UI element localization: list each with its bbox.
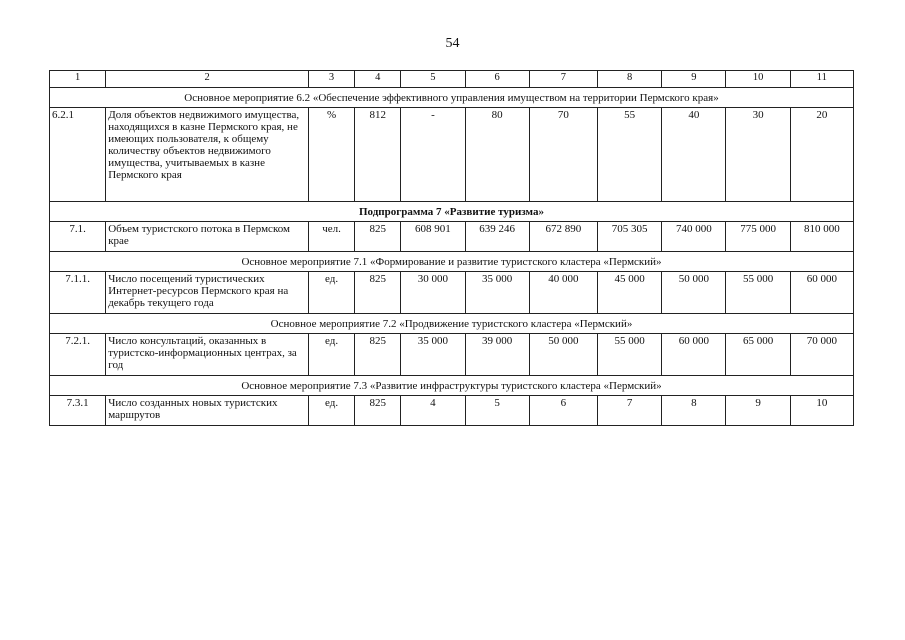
- section-row: [50, 252, 854, 272]
- row-value: 55 000: [726, 272, 790, 314]
- column-number: 7: [529, 71, 597, 88]
- row-indicator-name: Число созданных новых туристских маршрутов: [106, 396, 309, 426]
- row-value: 80: [465, 108, 529, 202]
- row-value: 705 305: [598, 222, 662, 252]
- row-code: 6.2.1: [50, 108, 106, 202]
- column-number: 11: [790, 71, 853, 88]
- section-title: Основное мероприятие 7.2 «Продвижение туристского кластера «Пермский»: [50, 314, 854, 334]
- row-value: 608 901: [401, 222, 465, 252]
- section-row: [50, 376, 854, 396]
- row-indicator-name: Объем туристского потока в Пермском крае: [106, 222, 309, 252]
- section-row: [50, 314, 854, 334]
- column-number-row: [50, 71, 854, 88]
- section-title: Основное мероприятие 7.3 «Развитие инфраструктуры туристского кластера «Пермский»: [50, 376, 854, 396]
- page-number: 54: [445, 36, 460, 51]
- row-value: 6: [529, 396, 597, 426]
- table-row: [50, 222, 854, 252]
- row-okei-code: 825: [355, 222, 401, 252]
- section-title: Основное мероприятие 7.1 «Формирование и развитие туристского кластера «Пермский»: [50, 252, 854, 272]
- row-value: 30 000: [401, 272, 465, 314]
- row-value: 4: [401, 396, 465, 426]
- row-value: 60 000: [662, 334, 726, 376]
- column-number: 4: [355, 71, 401, 88]
- row-code: 7.1.1.: [50, 272, 106, 314]
- table-row: [50, 334, 854, 376]
- section-title: Основное мероприятие 6.2 «Обеспечение эффективного управления имуществом на территории Пермского края»: [50, 88, 854, 108]
- row-value: 10: [790, 396, 853, 426]
- row-okei-code: 825: [355, 396, 401, 426]
- subprogram-title: Подпрограмма 7 «Развитие туризма»: [50, 202, 854, 222]
- row-value: -: [401, 108, 465, 202]
- row-value: 45 000: [598, 272, 662, 314]
- row-unit: %: [308, 108, 354, 202]
- row-value: 810 000: [790, 222, 853, 252]
- column-number: 1: [50, 71, 106, 88]
- row-value: 5: [465, 396, 529, 426]
- row-unit: ед.: [308, 272, 354, 314]
- row-value: 8: [662, 396, 726, 426]
- row-value: 50 000: [529, 334, 597, 376]
- row-value: 70: [529, 108, 597, 202]
- row-value: 740 000: [662, 222, 726, 252]
- row-code: 7.2.1.: [50, 334, 106, 376]
- row-value: 40: [662, 108, 726, 202]
- table-row: [50, 272, 854, 314]
- row-okei-code: 825: [355, 272, 401, 314]
- column-number: 2: [106, 71, 309, 88]
- row-value: 70 000: [790, 334, 853, 376]
- row-value: 40 000: [529, 272, 597, 314]
- row-indicator-name: Доля объектов недвижимого имущества, находящихся в казне Пермского края, не имеющих пользователя, к общему количеству объектов недвижимого имущества, учитываемых в казне Пермского края: [106, 108, 309, 202]
- row-unit: чел.: [308, 222, 354, 252]
- column-number: 3: [308, 71, 354, 88]
- column-number: 10: [726, 71, 790, 88]
- row-indicator-name: Число консультаций, оказанных в туристско-информационных центрах, за год: [106, 334, 309, 376]
- row-value: 35 000: [465, 272, 529, 314]
- row-value: 39 000: [465, 334, 529, 376]
- row-value: 50 000: [662, 272, 726, 314]
- row-value: 35 000: [401, 334, 465, 376]
- table-row: [50, 396, 854, 426]
- row-indicator-name: Число посещений туристических Интернет-ресурсов Пермского края на декабрь текущего года: [106, 272, 309, 314]
- subprogram-row: [50, 202, 854, 222]
- column-number: 8: [598, 71, 662, 88]
- row-value: 7: [598, 396, 662, 426]
- column-number: 5: [401, 71, 465, 88]
- row-value: 775 000: [726, 222, 790, 252]
- row-value: 55: [598, 108, 662, 202]
- row-value: 65 000: [726, 334, 790, 376]
- indicator-table: [49, 70, 854, 426]
- row-value: 60 000: [790, 272, 853, 314]
- section-row: [50, 88, 854, 108]
- row-okei-code: 825: [355, 334, 401, 376]
- row-okei-code: 812: [355, 108, 401, 202]
- row-value: 639 246: [465, 222, 529, 252]
- row-value: 55 000: [598, 334, 662, 376]
- column-number: 6: [465, 71, 529, 88]
- row-value: 30: [726, 108, 790, 202]
- row-value: 20: [790, 108, 853, 202]
- column-number: 9: [662, 71, 726, 88]
- row-unit: ед.: [308, 396, 354, 426]
- row-code: 7.1.: [50, 222, 106, 252]
- row-unit: ед.: [308, 334, 354, 376]
- row-value: 9: [726, 396, 790, 426]
- row-value: 672 890: [529, 222, 597, 252]
- row-code: 7.3.1: [50, 396, 106, 426]
- table-row: [50, 108, 854, 202]
